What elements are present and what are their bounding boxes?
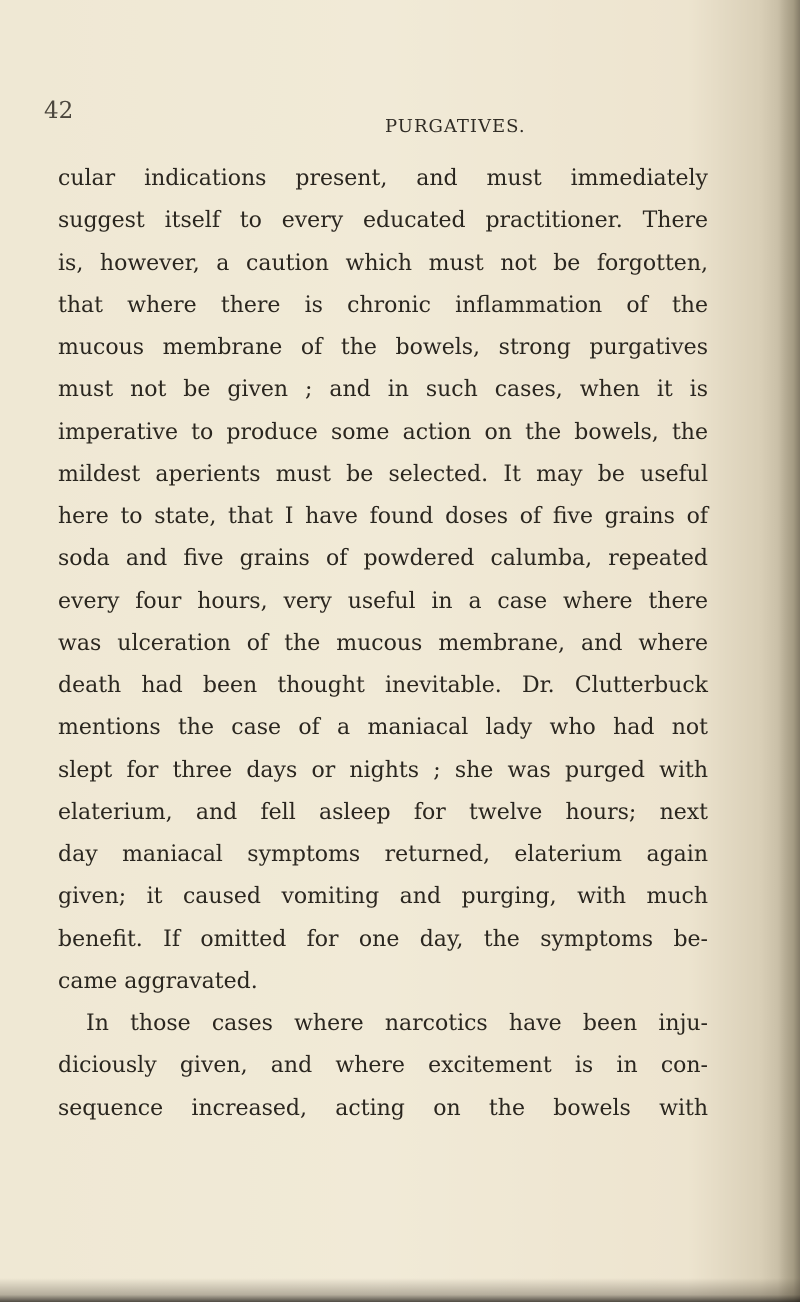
text-line: that where there is chronic inflammation of the	[58, 292, 708, 318]
text-line: came aggravated.	[58, 968, 258, 994]
text-line: every four hours, very useful in a case where there	[58, 588, 708, 614]
text-line: elaterium, and fell asleep for twelve hours; next	[58, 799, 708, 825]
text-line: day maniacal symptoms returned, elaterium again	[58, 842, 708, 867]
text-line: death had been thought inevitable. Dr. Clutterbuck	[58, 673, 708, 698]
text-line: soda and five grains of powdered calumba, repeated	[58, 546, 708, 572]
running-head: PURGATIVES.	[385, 116, 526, 137]
text-line: diciously given, and where excitement is in con-	[58, 1053, 708, 1079]
bottom-shadow	[0, 1278, 800, 1302]
body-text	[58, 158, 708, 1130]
binding-shadow	[778, 0, 800, 1302]
text-line: was ulceration of the mucous membrane, and where	[58, 630, 708, 656]
text-line: benefit. If omitted for one day, the symptoms be-	[58, 926, 708, 952]
text-line: mentions the case of a maniacal lady who had not	[58, 715, 708, 741]
text-line: suggest itself to every educated practitioner. There	[58, 208, 708, 234]
text-line: slept for three days or nights ; she was purged with	[58, 757, 708, 783]
text-line: given; it caused vomiting and purging, with much	[58, 884, 708, 910]
text-line: is, however, a caution which must not be forgotten,	[58, 250, 708, 276]
text-line: mildest aperients must be selected. It may be useful	[58, 461, 708, 487]
text-line: In those cases where narcotics have been inju-	[86, 1011, 708, 1036]
text-line: imperative to produce some action on the bowels, the	[58, 419, 708, 445]
text-line: must not be given ; and in such cases, when it is	[58, 377, 708, 403]
page-number: 42	[44, 98, 74, 124]
text-line: here to state, that I have found doses of five grains of	[58, 504, 708, 529]
text-line: sequence increased, acting on the bowels with	[58, 1095, 708, 1121]
text-line: mucous membrane of the bowels, strong purgatives	[58, 335, 708, 360]
text-line: cular indications present, and must immediately	[58, 166, 708, 191]
